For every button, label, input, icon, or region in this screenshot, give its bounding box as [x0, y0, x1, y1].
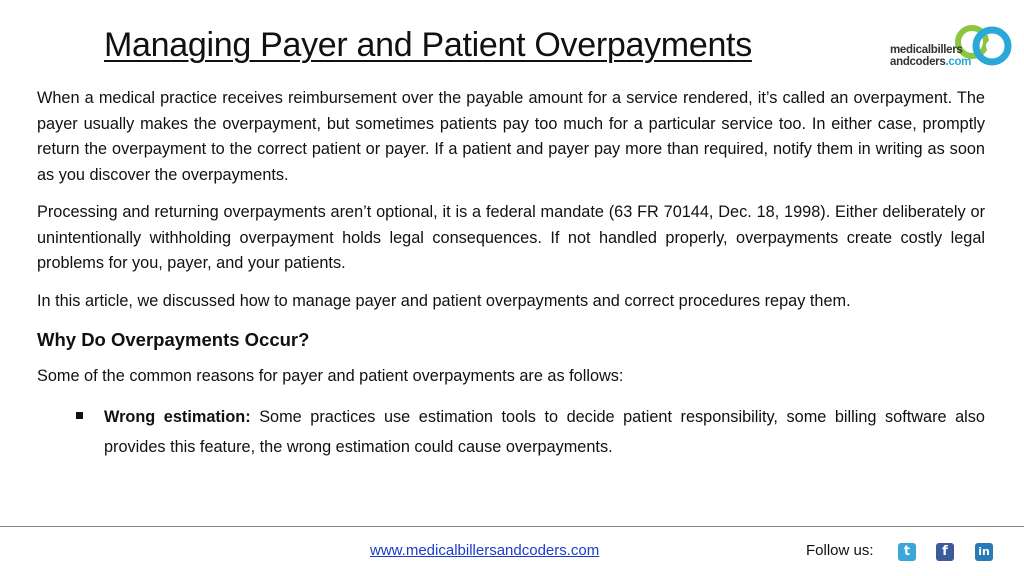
page-title: Managing Payer and Patient Overpayments [104, 26, 752, 64]
footer-divider [0, 526, 1024, 527]
section-intro: Some of the common reasons for payer and patient overpayments are as follows: [37, 367, 624, 385]
paragraph-1: When a medical practice receives reimbursement over the payable amount for a service rendered, it’s called an overpayment. The payer usually makes the overpayment, but sometimes patients pay too much for a particular service too. In either case, promptly return the overpayment to the correct patient or payer. If a patient and payer pay more than required, notify them in writing as soon as you discover the overpayments. [37, 89, 985, 184]
section-heading: Why Do Overpayments Occur? [37, 329, 310, 350]
logo-wordmark: medicalbillers andcoders.com [890, 44, 972, 68]
linkedin-icon[interactable]: in [975, 543, 993, 561]
list-item [37, 402, 985, 462]
follow-label: Follow us: [806, 542, 874, 559]
facebook-icon[interactable]: f [936, 543, 954, 561]
bullet-square-icon [76, 412, 83, 419]
paragraph-3: In this article, we discussed how to manage payer and patient overpayments and correct procedures repay them. [37, 291, 851, 310]
twitter-icon[interactable]: t [898, 543, 916, 561]
company-logo[interactable] [890, 12, 1015, 74]
bullet-label: Wrong estimation: [104, 407, 251, 426]
paragraph-2: Processing and returning overpayments aren’t optional, it is a federal mandate (63 FR 70144, Dec. 18, 1998). Either deliberately or unintentionally withholding overpayment holds legal consequences. If not handled properly, overpayments create costly legal problems for you, payer, and your patients. [37, 203, 985, 272]
article-body [37, 86, 985, 462]
website-link[interactable]: www.medicalbillersandcoders.com [370, 542, 600, 559]
bullet-text: Some practices use estimation tools to decide patient responsibility, some billing software also provides this feature, the wrong estimation could cause overpayments. [104, 407, 985, 456]
